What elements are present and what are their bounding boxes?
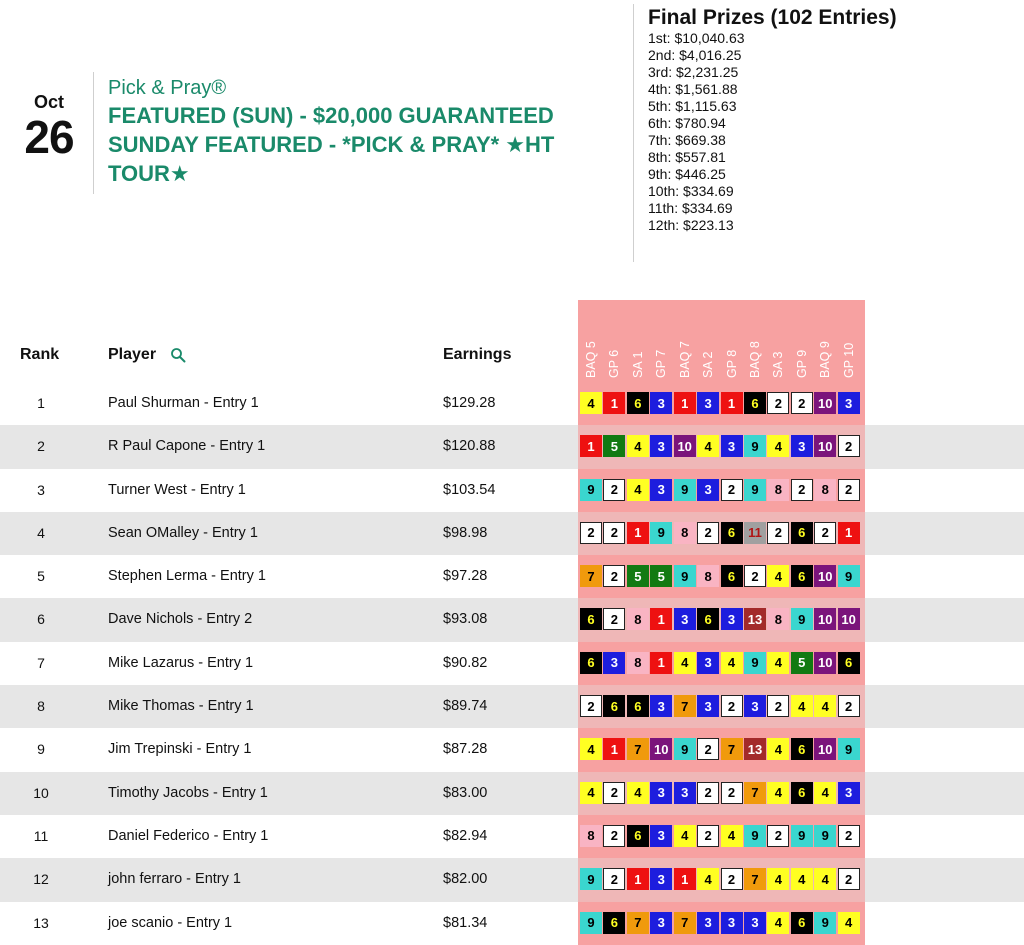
player-name: Sean OMalley - Entry 1 [108, 524, 258, 541]
pick-chip: 10 [814, 608, 836, 630]
pick-chip: 4 [814, 695, 836, 717]
player-name: Paul Shurman - Entry 1 [108, 395, 259, 411]
race-header [678, 364, 692, 378]
pick-chip: 2 [603, 608, 625, 630]
pick-chip: 1 [603, 392, 625, 414]
earnings-cell: $83.00 [443, 784, 488, 801]
pick-chip: 3 [697, 695, 719, 717]
table-row[interactable] [0, 728, 1024, 771]
pick-chip: 10 [814, 652, 836, 674]
earnings-cell: $103.54 [443, 481, 496, 498]
pick-chip: 2 [721, 782, 743, 804]
pick-chip: 2 [721, 695, 743, 717]
pick-chip: 7 [674, 912, 696, 934]
table-row[interactable] [0, 772, 1024, 815]
pick-chip: 1 [627, 522, 649, 544]
pick-chip: 4 [674, 825, 696, 847]
pick-chip: 7 [674, 695, 696, 717]
earnings-cell: $89.74 [443, 698, 488, 715]
pick-chips [580, 479, 860, 501]
pick-chip: 2 [603, 782, 625, 804]
rank-cell: 11 [33, 827, 49, 844]
pick-chip: 2 [697, 738, 719, 760]
leaderboard [0, 382, 1024, 945]
prize-line: 12th: $223.13 [648, 217, 734, 233]
pick-chips [580, 435, 860, 457]
contest-title: FEATURED (SUN) - $20,000 GUARANTEED SUNDAY FEATURED - *PICK & PRAY* ★HT TOUR★ [108, 103, 555, 186]
date-day: 26 [24, 111, 74, 163]
pick-chips [580, 695, 860, 717]
pick-chip: 2 [603, 868, 625, 890]
player-name: Stephen Lerma - Entry 1 [108, 568, 266, 585]
pick-chip: 8 [697, 565, 719, 587]
pick-chip: 3 [650, 479, 672, 501]
pick-chip: 4 [791, 868, 813, 890]
pick-chip: 6 [580, 608, 602, 630]
pick-chip: 2 [838, 868, 860, 890]
pick-chip: 2 [767, 522, 789, 544]
pick-chips [580, 825, 860, 847]
table-row[interactable] [0, 512, 1024, 555]
pick-chip: 6 [721, 565, 743, 587]
divider [93, 72, 94, 194]
pick-chip: 5 [627, 565, 649, 587]
earnings-cell: $82.00 [443, 871, 488, 888]
race-header: GP 8 [724, 349, 739, 378]
race-header: SA 1 [630, 351, 645, 378]
race-header [584, 364, 598, 378]
pick-chip: 1 [580, 435, 602, 457]
table-row[interactable] [0, 598, 1024, 641]
pick-chip: 6 [603, 695, 625, 717]
pick-chip: 10 [814, 565, 836, 587]
player-name: Turner West - Entry 1 [108, 481, 246, 498]
player-name: Mike Lazarus - Entry 1 [108, 654, 254, 671]
rank-cell: 5 [37, 568, 45, 585]
rank-cell: 13 [33, 914, 49, 931]
pick-chip: 10 [650, 738, 672, 760]
pick-chips [580, 912, 860, 934]
rank-cell: 7 [37, 654, 45, 671]
pick-chip: 9 [580, 868, 602, 890]
pick-chip: 8 [627, 652, 649, 674]
prize-line: 4th: $1,561.88 [648, 81, 738, 97]
contest-date [14, 92, 84, 162]
player-name: Jim Trepinski - Entry 1 [108, 741, 252, 758]
pick-chip: 2 [767, 392, 789, 414]
pick-chip: 6 [791, 565, 813, 587]
pick-chip: 3 [744, 695, 766, 717]
pick-chip: 3 [791, 435, 813, 457]
pick-chip: 6 [627, 825, 649, 847]
player-name: john ferraro - Entry 1 [108, 871, 241, 888]
pick-chip: 4 [767, 912, 789, 934]
pick-chip: 6 [791, 522, 813, 544]
pick-chip: 6 [791, 738, 813, 760]
pick-chip: 9 [791, 825, 813, 847]
pick-chip: 3 [650, 868, 672, 890]
pick-chip: 3 [650, 695, 672, 717]
table-row[interactable] [0, 902, 1024, 945]
race-header [748, 364, 762, 378]
rank-cell: 10 [33, 784, 49, 801]
pick-chips [580, 608, 860, 630]
earnings-cell: $82.94 [443, 827, 488, 844]
pick-chip: 4 [791, 695, 813, 717]
table-row[interactable] [0, 815, 1024, 858]
pick-chip: 9 [674, 479, 696, 501]
rank-cell: 1 [37, 395, 45, 411]
pick-chip: 2 [767, 695, 789, 717]
pick-chip: 4 [721, 652, 743, 674]
pick-chip: 8 [767, 479, 789, 501]
pick-chip: 3 [650, 825, 672, 847]
pick-chip: 6 [791, 782, 813, 804]
pick-chip: 13 [744, 608, 766, 630]
prize-line: 3rd: $2,231.25 [648, 64, 739, 80]
pick-chip: 7 [721, 738, 743, 760]
pick-chip: 6 [580, 652, 602, 674]
pick-chip: 4 [627, 479, 649, 501]
pick-chip: 4 [674, 652, 696, 674]
pick-chip: 2 [791, 479, 813, 501]
prize-line: 7th: $669.38 [648, 132, 726, 148]
pick-chip: 4 [580, 738, 602, 760]
pick-chip: 4 [580, 782, 602, 804]
pick-chip: 4 [838, 912, 860, 934]
rank-cell: 4 [37, 524, 45, 541]
pick-chip: 5 [650, 565, 672, 587]
table-row[interactable] [0, 469, 1024, 512]
pick-chip: 8 [767, 608, 789, 630]
rank-header: Rank [20, 346, 60, 363]
pick-chips [580, 392, 860, 414]
table-row[interactable] [0, 685, 1024, 728]
pick-chip: 2 [838, 695, 860, 717]
race-header [842, 364, 856, 378]
pick-chip: 3 [721, 435, 743, 457]
pick-chip: 3 [650, 782, 672, 804]
divider [633, 4, 634, 262]
pick-chips [580, 868, 860, 890]
pick-chip: 1 [674, 868, 696, 890]
race-header: GP 7 [654, 349, 669, 378]
pick-chip: 8 [627, 608, 649, 630]
pick-chip: 2 [838, 479, 860, 501]
prizes-title: Final Prizes (102 Entries) [648, 6, 897, 29]
pick-chip: 2 [580, 522, 602, 544]
race-header: GP 6 [607, 349, 622, 378]
pick-chip: 9 [580, 912, 602, 934]
prize-line: 10th: $334.69 [648, 183, 734, 199]
pick-chip: 9 [744, 479, 766, 501]
pick-chips [580, 565, 860, 587]
pick-chip: 10 [814, 738, 836, 760]
pick-chip: 2 [838, 825, 860, 847]
pick-chip: 4 [697, 868, 719, 890]
pick-chip: 6 [838, 652, 860, 674]
pick-chip: 3 [744, 912, 766, 934]
pick-chip: 1 [627, 868, 649, 890]
pick-chip: 4 [627, 435, 649, 457]
pick-chip: 2 [814, 522, 836, 544]
pick-chip: 9 [791, 608, 813, 630]
pick-chip: 9 [674, 565, 696, 587]
pick-chip: 2 [603, 479, 625, 501]
earnings-cell: $97.28 [443, 568, 488, 585]
rank-cell: 2 [37, 438, 45, 455]
earnings-header: Earnings [443, 346, 512, 363]
pick-chip: 2 [744, 565, 766, 587]
pick-chip: 9 [744, 825, 766, 847]
pick-chip: 1 [650, 652, 672, 674]
prize-line: 1st: $10,040.63 [648, 30, 745, 46]
player-name: R Paul Capone - Entry 1 [108, 438, 266, 455]
pick-chip: 9 [674, 738, 696, 760]
pick-chip: 3 [697, 392, 719, 414]
rank-cell: 9 [37, 741, 45, 758]
pick-chip: 4 [767, 782, 789, 804]
pick-chip: 9 [814, 912, 836, 934]
pick-chip: 11 [744, 522, 766, 544]
pick-chip: 3 [603, 652, 625, 674]
pick-chip: 7 [744, 868, 766, 890]
pick-chip: 8 [674, 522, 696, 544]
pick-chip: 2 [767, 825, 789, 847]
pick-chip: 7 [580, 565, 602, 587]
pick-chip: 6 [627, 392, 649, 414]
pick-chip: 3 [838, 392, 860, 414]
pick-chip: 10 [814, 435, 836, 457]
pick-chips [580, 738, 860, 760]
pick-chip: 4 [767, 738, 789, 760]
pick-chip: 4 [767, 565, 789, 587]
pick-chip: 2 [580, 695, 602, 717]
pick-chip: 4 [627, 782, 649, 804]
player-name: Timothy Jacobs - Entry 1 [108, 784, 268, 801]
pick-chip: 2 [721, 479, 743, 501]
pick-chip: 7 [627, 738, 649, 760]
pick-chip: 2 [697, 782, 719, 804]
pick-chip: 9 [580, 479, 602, 501]
prize-line: 11th: $334.69 [648, 200, 733, 216]
pick-chip: 2 [697, 825, 719, 847]
pick-chip: 6 [791, 912, 813, 934]
pick-chip: 9 [814, 825, 836, 847]
earnings-cell: $129.28 [443, 395, 496, 411]
pick-chip: 1 [650, 608, 672, 630]
earnings-cell: $90.82 [443, 654, 488, 671]
rank-cell: 12 [33, 871, 49, 888]
pick-chip: 4 [697, 435, 719, 457]
table-row[interactable] [0, 555, 1024, 598]
pick-chip: 2 [721, 868, 743, 890]
prize-list [648, 30, 897, 234]
pick-chip: 3 [838, 782, 860, 804]
earnings-cell: $98.98 [443, 524, 488, 541]
game-name: Pick & Pray® [108, 77, 227, 99]
race-header: GP 9 [794, 349, 809, 378]
pick-chip: 6 [697, 608, 719, 630]
table-row[interactable] [0, 382, 1024, 425]
date-month: Oct [33, 92, 64, 112]
player-name: Daniel Federico - Entry 1 [108, 827, 269, 844]
table-row[interactable] [0, 642, 1024, 685]
pick-chip: 2 [791, 392, 813, 414]
pick-chips [580, 782, 860, 804]
pick-chip: 2 [838, 435, 860, 457]
earnings-cell: $120.88 [443, 438, 496, 455]
pick-chip: 4 [767, 652, 789, 674]
pick-chip: 3 [697, 912, 719, 934]
player-name: joe scanio - Entry 1 [108, 914, 233, 931]
pick-chip: 7 [744, 782, 766, 804]
pick-chip: 3 [650, 392, 672, 414]
pick-chip: 13 [744, 738, 766, 760]
pick-chip: 3 [721, 608, 743, 630]
rank-cell: 6 [37, 611, 45, 628]
pick-chip: 1 [721, 392, 743, 414]
prize-line: 9th: $446.25 [648, 166, 726, 182]
prize-line: 2nd: $4,016.25 [648, 47, 742, 63]
pick-chip: 2 [603, 522, 625, 544]
pick-chip: 1 [838, 522, 860, 544]
pick-chip: 3 [650, 435, 672, 457]
pick-chip: 10 [838, 608, 860, 630]
table-row[interactable] [0, 858, 1024, 901]
pick-chip: 6 [744, 392, 766, 414]
contest-info [108, 76, 618, 188]
pick-chip: 3 [674, 608, 696, 630]
prize-line: 5th: $1,115.63 [648, 98, 737, 114]
pick-chip: 9 [744, 435, 766, 457]
race-header [818, 364, 832, 378]
race-header: SA 3 [771, 351, 786, 378]
player-name: Dave Nichols - Entry 2 [108, 611, 253, 628]
pick-chip: 4 [814, 868, 836, 890]
pick-chip: 8 [814, 479, 836, 501]
pick-chip: 3 [650, 912, 672, 934]
pick-chip: 6 [721, 522, 743, 544]
pick-chip: 3 [697, 479, 719, 501]
pick-chip: 9 [838, 565, 860, 587]
pick-chip: 8 [580, 825, 602, 847]
pick-chip: 4 [814, 782, 836, 804]
rank-cell: 3 [37, 481, 45, 498]
earnings-cell: $81.34 [443, 914, 488, 931]
pick-chip: 10 [674, 435, 696, 457]
pick-chip: 7 [627, 912, 649, 934]
pick-chip: 2 [603, 825, 625, 847]
pick-chips [580, 652, 860, 674]
pick-chip: 1 [674, 392, 696, 414]
pick-chip: 4 [767, 868, 789, 890]
rank-cell: 8 [37, 698, 45, 715]
player-name: Mike Thomas - Entry 1 [108, 698, 254, 715]
pick-chip: 3 [674, 782, 696, 804]
pick-chip: 1 [603, 738, 625, 760]
pick-chip: 6 [603, 912, 625, 934]
pick-chip: 4 [580, 392, 602, 414]
pick-chip: 4 [767, 435, 789, 457]
prize-line: 8th: $557.81 [648, 149, 726, 165]
search-icon[interactable] [170, 347, 186, 363]
pick-chip: 10 [814, 392, 836, 414]
pick-chip: 9 [650, 522, 672, 544]
pick-chip: 5 [603, 435, 625, 457]
final-prizes [648, 6, 897, 234]
pick-chips [580, 522, 860, 544]
pick-chip: 6 [627, 695, 649, 717]
pick-chip: 4 [721, 825, 743, 847]
pick-chip: 3 [697, 652, 719, 674]
pick-chip: 9 [744, 652, 766, 674]
pick-chip: 5 [791, 652, 813, 674]
table-row[interactable] [0, 425, 1024, 468]
player-header: Player [108, 346, 157, 363]
race-header: SA 2 [701, 351, 716, 378]
earnings-cell: $93.08 [443, 611, 488, 628]
pick-chip: 2 [603, 565, 625, 587]
pick-chip: 9 [838, 738, 860, 760]
pick-chip: 2 [697, 522, 719, 544]
earnings-cell: $87.28 [443, 741, 488, 758]
pick-chip: 3 [721, 912, 743, 934]
prize-line: 6th: $780.94 [648, 115, 726, 131]
